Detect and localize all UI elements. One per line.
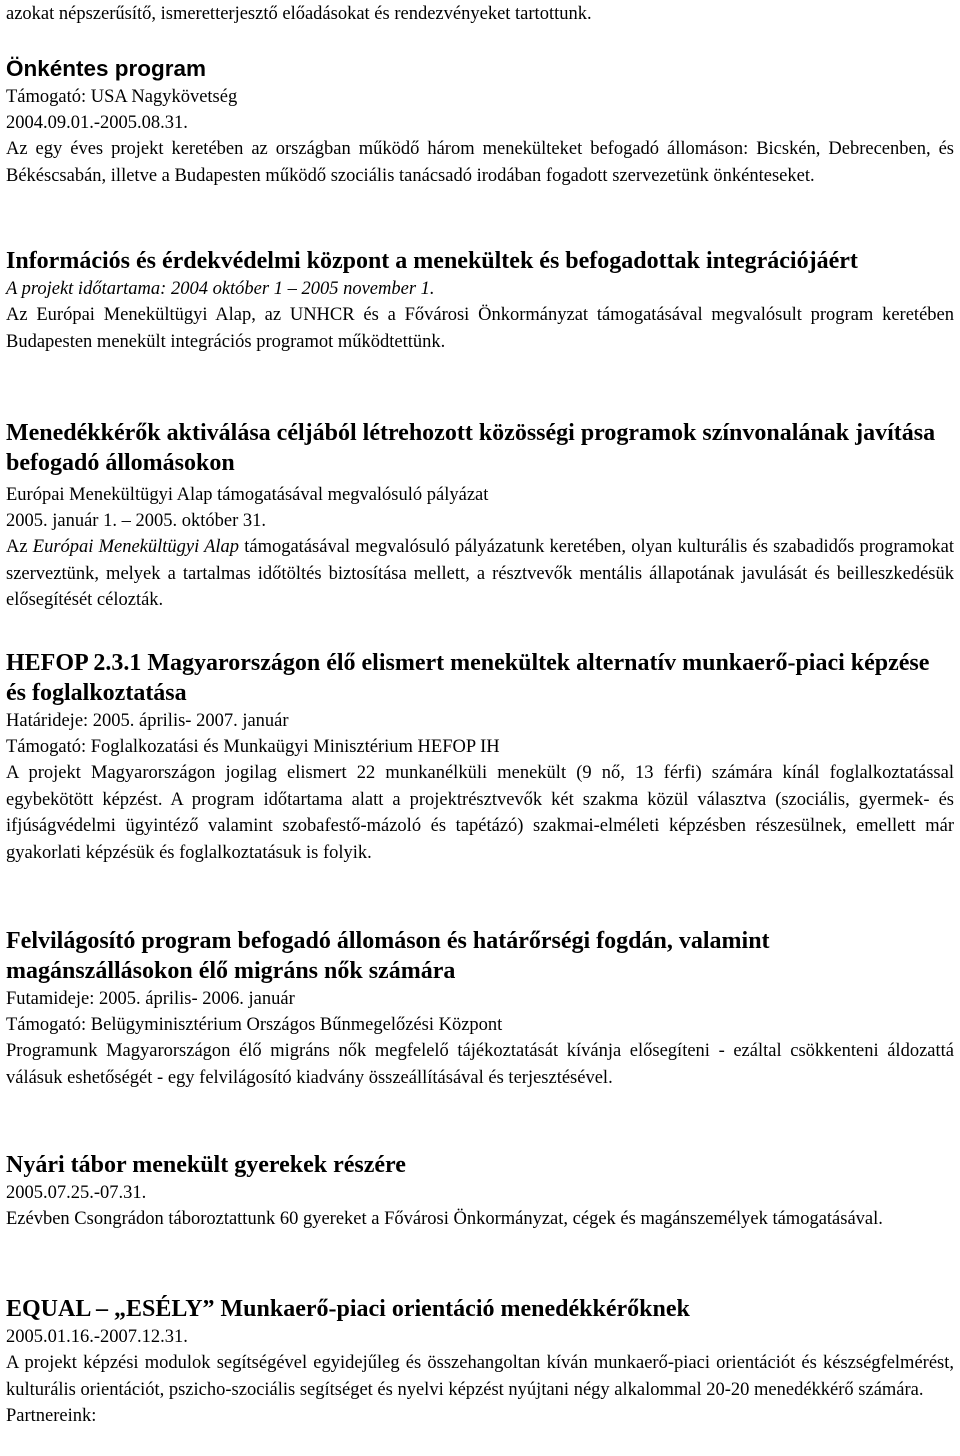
section-asylum-seekers-activation — [6, 418, 954, 614]
fund-name: Európai Menekültügyi Alap — [32, 537, 240, 557]
sponsor-line: Támogató: Foglalkozatási és Munkaügyi Minisztérium HEFOP IH — [6, 737, 500, 757]
deadline-line: Futamideje: 2005. április- 2006. január — [6, 989, 295, 1009]
date-line: 2005.01.16.-2007.12.31. — [6, 1327, 188, 1347]
section-body: A projekt Magyarországon jogilag elismert 22 munkanélküli menekült (9 nő, 13 férfi) számára kínál foglalkoztatással egybekötött képzést. A program időtartama alatt a projektrésztvevők két szakma közül választva (szociális, gyermek- és ifjúságvédelmi ügyintéző valamint szobafestő-mázoló és tapétázó) szakmai-elméleti képzésben részesülnek, emellett már gyakorlati képzésük és foglalkoztatásuk is folyik. — [6, 763, 954, 863]
section-body: A projekt képzési modulok segítségével egyidejűleg és összehangoltan kíván munkaerő-piaci orientációt és készségfelmérést, kulturális orientációt, pszicho-szociális segítséget és nyelvi képzést nyújtani négy alkalommal 20-20 menedékkérő számára. — [6, 1353, 954, 1400]
section-information-center — [6, 246, 954, 355]
section-body — [6, 534, 954, 614]
funding-line: Európai Menekültügyi Alap támogatásával megvalósuló pályázat — [6, 485, 489, 505]
section-body: Az Európai Menekültügyi Alap, az UNHCR és a Fővárosi Önkormányzat támogatásával megvalósult program keretében Budapesten menekült integrációs programot működtettünk. — [6, 305, 954, 352]
section-equal — [6, 1294, 954, 1429]
section-title: HEFOP 2.3.1 Magyarországon élő elismert menekültek alternatív munkaerő-piaci képzése és foglalkoztatása — [6, 650, 930, 706]
section-summer-camp — [6, 1150, 954, 1233]
section-title: Menedékkérők aktiválása céljából létrehozott közösségi programok színvonalának javítása befogadó állomásokon — [6, 420, 936, 476]
date-line: 2005.07.25.-07.31. — [6, 1183, 147, 1203]
intro-text: azokat népszerűsítő, ismeretterjesztő előadásokat és rendezvényeket tartottunk. — [6, 4, 592, 24]
section-title: Felvilágosító program befogadó állomáson és határőrségi fogdán, valamint magánszállásokon élő migráns nők számára — [6, 928, 770, 984]
section-title: Nyári tábor menekült gyerekek részére — [6, 1152, 406, 1178]
sponsor-line: Támogató: USA Nagykövetség — [6, 87, 238, 107]
partners-label: Partnereink: — [6, 1406, 97, 1426]
section-hefop — [6, 648, 954, 866]
section-body: Ezévben Csongrádon táboroztattunk 60 gyereket a Fővárosi Önkormányzat, cégek és magánszemélyek támogatásával. — [6, 1209, 883, 1229]
sponsor-line: Támogató: Belügyminisztérium Országos Bűnmegelőzési Központ — [6, 1015, 503, 1035]
body-text: Az — [6, 537, 33, 557]
body-text: támogatásával megvalósuló pályázatunk keretében, olyan kulturális és szabadidős programokat szerveztünk, melyek a tartalmas időtöltés biztosítása mellett, a résztvevők mentális állapotának javulását és beilleszkedésük elősegítését célozták. — [6, 537, 955, 610]
section-awareness-program — [6, 926, 954, 1091]
date-line: 2005. január 1. – 2005. október 31. — [6, 511, 266, 531]
section-title: Önkéntes program — [6, 56, 207, 81]
section-title: EQUAL – „ESÉLY” Munkaerő-piaci orientáció menedékkérőknek — [6, 1296, 690, 1322]
section-body: Az egy éves projekt keretében az országban működő három menekülteket befogadó állomáson: Bicskén, Debrecenben, és Békéscsabán, illetve a Budapesten működő szociális tanácsadó irodában fogadott szervezetünk önkénteseket. — [6, 139, 954, 186]
section-volunteer-program — [6, 54, 954, 189]
section-body: Programunk Magyarországon élő migráns nők megfelelő tájékoztatását kívánja elősegíteni - ezáltal csökkenteni áldozattá válásuk eshetőségét - egy felvilágosító kiadvány összeállításával és terjesztésével. — [6, 1041, 954, 1088]
duration-line: A projekt időtartama: 2004 október 1 – 2005 november 1. — [6, 279, 435, 299]
date-line: 2004.09.01.-2005.08.31. — [6, 113, 188, 133]
deadline-line: Határideje: 2005. április- 2007. január — [6, 711, 289, 731]
section-title: Információs és érdekvédelmi központ a menekültek és befogadottak integrációjáért — [6, 248, 858, 274]
